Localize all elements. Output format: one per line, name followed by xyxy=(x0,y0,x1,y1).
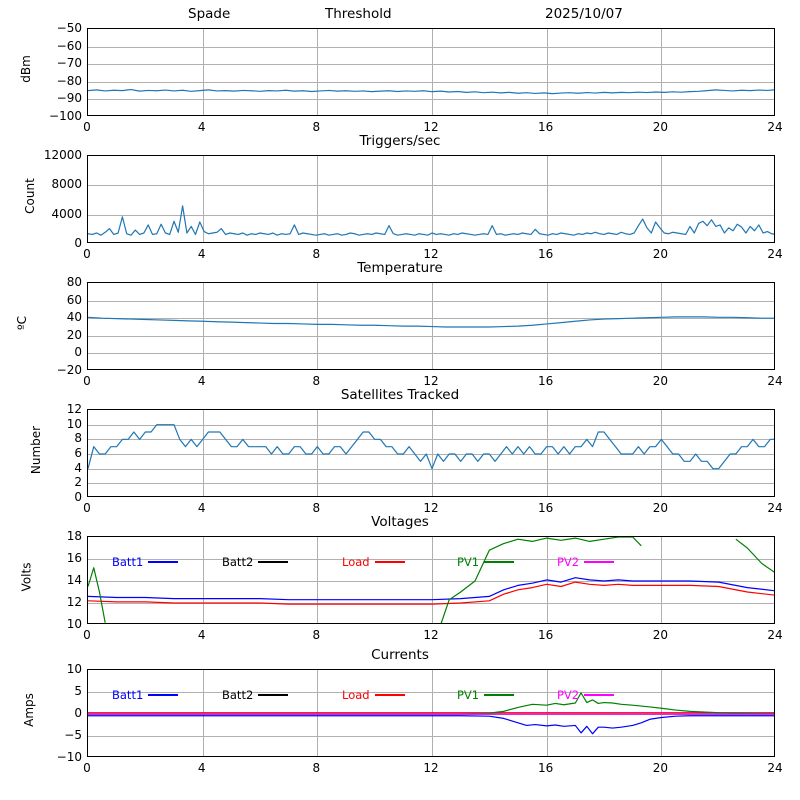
y-tick-label: 18 xyxy=(66,529,82,543)
x-tick-label: 8 xyxy=(312,628,321,642)
legend-swatch xyxy=(584,561,614,563)
y-tick-label: 8 xyxy=(74,431,82,446)
x-tick-label: 24 xyxy=(767,247,783,261)
x-tick-label: 16 xyxy=(538,761,554,775)
y-tick-label: 8000 xyxy=(51,177,82,192)
legend-entry-batt1 xyxy=(112,687,178,702)
legend-entry-pv1 xyxy=(457,687,514,702)
legend-swatch xyxy=(484,694,514,696)
y-axis-label xyxy=(12,316,32,336)
y-axis-label-text: Volts xyxy=(19,562,34,592)
panel-title-text: Voltages xyxy=(371,514,429,530)
plot-area-6 xyxy=(87,669,775,757)
y-axis-label xyxy=(12,178,37,214)
x-tick-label: 4 xyxy=(197,247,206,261)
legend-entry-load xyxy=(342,687,405,702)
x-tick-label: 0 xyxy=(83,247,91,261)
x-tick-label: 12 xyxy=(423,761,439,775)
y-tick-label: 16 xyxy=(66,551,82,565)
x-tick-label: 20 xyxy=(652,501,668,515)
chart-panel-3 xyxy=(0,260,800,393)
legend-swatch xyxy=(375,561,405,563)
legend-entry-batt1 xyxy=(112,554,178,569)
y-axis-label-text: Amps xyxy=(21,693,36,727)
x-tick-label: 12 xyxy=(423,374,439,388)
legend-label: PV2 xyxy=(557,554,580,569)
y-tick-label: 14 xyxy=(66,573,82,587)
plot-area-4 xyxy=(87,409,775,497)
legend-swatch xyxy=(584,694,614,696)
legend-label: Batt1 xyxy=(112,687,144,702)
trace-group xyxy=(88,29,775,116)
panel-title xyxy=(0,133,800,153)
legend-label: Load xyxy=(342,554,370,569)
y-tick-label: 40 xyxy=(66,310,82,325)
y-axis-label xyxy=(12,693,36,727)
x-tick-label: 16 xyxy=(538,120,554,134)
y-tick-label: 4 xyxy=(74,460,82,475)
x-tick-label: 16 xyxy=(538,374,554,388)
panel-title xyxy=(0,514,800,534)
y-axis-label-text: ºC xyxy=(14,315,29,331)
y-axis-label xyxy=(12,562,34,592)
trace-group xyxy=(88,410,775,497)
legend-label: PV1 xyxy=(457,687,480,702)
legend-entry-batt2 xyxy=(222,554,288,569)
y-tick-label: −90 xyxy=(56,91,82,106)
y-tick-label: −5 xyxy=(64,728,82,742)
x-tick-label: 12 xyxy=(423,120,439,134)
y-tick-label: 0 xyxy=(74,345,82,360)
chart-panel-4 xyxy=(0,387,800,520)
y-tick-label: −10 xyxy=(56,750,82,764)
chart-panel-1 xyxy=(0,6,800,139)
y-tick-label: −100 xyxy=(49,109,82,123)
y-tick-label: 60 xyxy=(66,292,82,307)
x-tick-label: 8 xyxy=(312,247,321,261)
legend-entry-pv2 xyxy=(557,554,614,569)
x-tick-label: 24 xyxy=(767,501,783,515)
x-tick-label: 8 xyxy=(312,374,321,388)
station-title: Spade xyxy=(188,6,231,22)
series-satellites xyxy=(88,425,775,469)
x-tick-label: 20 xyxy=(652,628,668,642)
y-tick-label: 10 xyxy=(66,416,82,431)
y-axis-label-text: Count xyxy=(22,178,37,214)
legend-swatch xyxy=(484,561,514,563)
x-tick-label: 20 xyxy=(652,374,668,388)
x-tick-label: 12 xyxy=(423,501,439,515)
y-tick-label: −20 xyxy=(56,363,82,377)
legend-swatch xyxy=(258,694,288,696)
trace-group xyxy=(88,283,775,370)
x-tick-label: 8 xyxy=(312,761,321,775)
y-tick-label: 4000 xyxy=(51,206,82,221)
y-axis-label-text: dBm xyxy=(18,55,33,83)
x-tick-label: 20 xyxy=(652,120,668,134)
y-tick-label: 20 xyxy=(66,327,82,342)
x-tick-label: 16 xyxy=(538,247,554,261)
x-tick-label: 0 xyxy=(83,501,91,515)
legend-entry-batt2 xyxy=(222,687,288,702)
mode-title: Threshold xyxy=(325,6,392,22)
chart-panel-5 xyxy=(0,514,800,647)
panel-title xyxy=(0,260,800,280)
x-tick-label: 12 xyxy=(423,247,439,261)
series-temperature xyxy=(88,317,775,327)
date-title: 2025/10/07 xyxy=(545,6,623,22)
plot-area-3 xyxy=(87,282,775,370)
y-axis-label xyxy=(12,425,44,475)
y-tick-label: −70 xyxy=(56,56,82,71)
legend-label: Load xyxy=(342,687,370,702)
x-tick-label: 24 xyxy=(767,120,783,134)
x-tick-label: 20 xyxy=(652,247,668,261)
y-tick-label: −80 xyxy=(56,73,82,88)
x-tick-label: 0 xyxy=(83,120,91,134)
y-axis-label xyxy=(12,55,33,83)
series-batt1 xyxy=(88,716,775,734)
x-tick-label: 0 xyxy=(83,761,91,775)
x-tick-label: 0 xyxy=(83,374,91,388)
x-tick-label: 4 xyxy=(197,761,206,775)
panel-title-text: Triggers/sec xyxy=(359,133,441,149)
plot-area-1 xyxy=(87,28,775,116)
y-tick-label: 0 xyxy=(74,490,82,504)
panel-title-text: Currents xyxy=(371,647,429,663)
series-load xyxy=(88,582,775,604)
x-tick-label: 16 xyxy=(538,501,554,515)
legend-label: Batt2 xyxy=(222,687,254,702)
trace-group xyxy=(88,537,775,624)
x-tick-label: 4 xyxy=(197,628,206,642)
legend-swatch xyxy=(258,561,288,563)
trace-group xyxy=(88,670,775,757)
y-tick-label: 0 xyxy=(74,706,82,720)
legend-swatch xyxy=(148,561,178,563)
y-tick-label: 80 xyxy=(66,275,82,289)
y-tick-label: 2 xyxy=(74,475,82,490)
panel-title-text: Satellites Tracked xyxy=(340,387,460,403)
panel-title-text: Temperature xyxy=(357,260,443,276)
x-tick-label: 24 xyxy=(767,374,783,388)
y-tick-label: 6 xyxy=(74,446,82,460)
x-tick-label: 24 xyxy=(767,761,783,775)
x-tick-label: 8 xyxy=(312,501,321,515)
y-tick-label: 0 xyxy=(74,236,82,250)
legend-swatch xyxy=(375,694,405,696)
legend-entry-load xyxy=(342,554,405,569)
chart-panel-2 xyxy=(0,133,800,266)
y-tick-label: −50 xyxy=(56,21,82,35)
chart-panel-6 xyxy=(0,647,800,780)
legend-label: Batt2 xyxy=(222,554,254,569)
legend-label: PV2 xyxy=(557,687,580,702)
plot-area-2 xyxy=(87,155,775,243)
x-tick-label: 4 xyxy=(197,501,206,515)
plot-area-5 xyxy=(87,536,775,624)
series-threshold xyxy=(88,90,775,94)
x-tick-label: 20 xyxy=(652,761,668,775)
y-tick-label: 12 xyxy=(66,402,82,416)
y-axis-label-text: Number xyxy=(29,425,44,475)
y-tick-label: 10 xyxy=(66,662,82,676)
y-tick-label: 12 xyxy=(66,595,82,609)
y-tick-label: 10 xyxy=(66,617,82,631)
x-tick-label: 4 xyxy=(197,120,206,134)
legend-label: PV1 xyxy=(457,554,480,569)
series-triggers xyxy=(88,206,775,235)
x-tick-label: 4 xyxy=(197,374,206,388)
x-tick-label: 16 xyxy=(538,628,554,642)
x-tick-label: 24 xyxy=(767,628,783,642)
y-tick-label: 5 xyxy=(74,684,82,698)
legend-entry-pv1 xyxy=(457,554,514,569)
legend-entry-pv2 xyxy=(557,687,614,702)
series-batt1 xyxy=(88,578,775,600)
trace-group xyxy=(88,156,775,243)
panel-title xyxy=(0,387,800,407)
series-pv1 xyxy=(88,693,775,714)
y-tick-label: −60 xyxy=(56,38,82,53)
x-tick-label: 8 xyxy=(312,120,321,134)
legend-label: Batt1 xyxy=(112,554,144,569)
x-tick-label: 0 xyxy=(83,628,91,642)
x-tick-label: 12 xyxy=(423,628,439,642)
y-tick-label: 12000 xyxy=(43,148,82,162)
legend-swatch xyxy=(148,694,178,696)
panel-title xyxy=(0,647,800,667)
